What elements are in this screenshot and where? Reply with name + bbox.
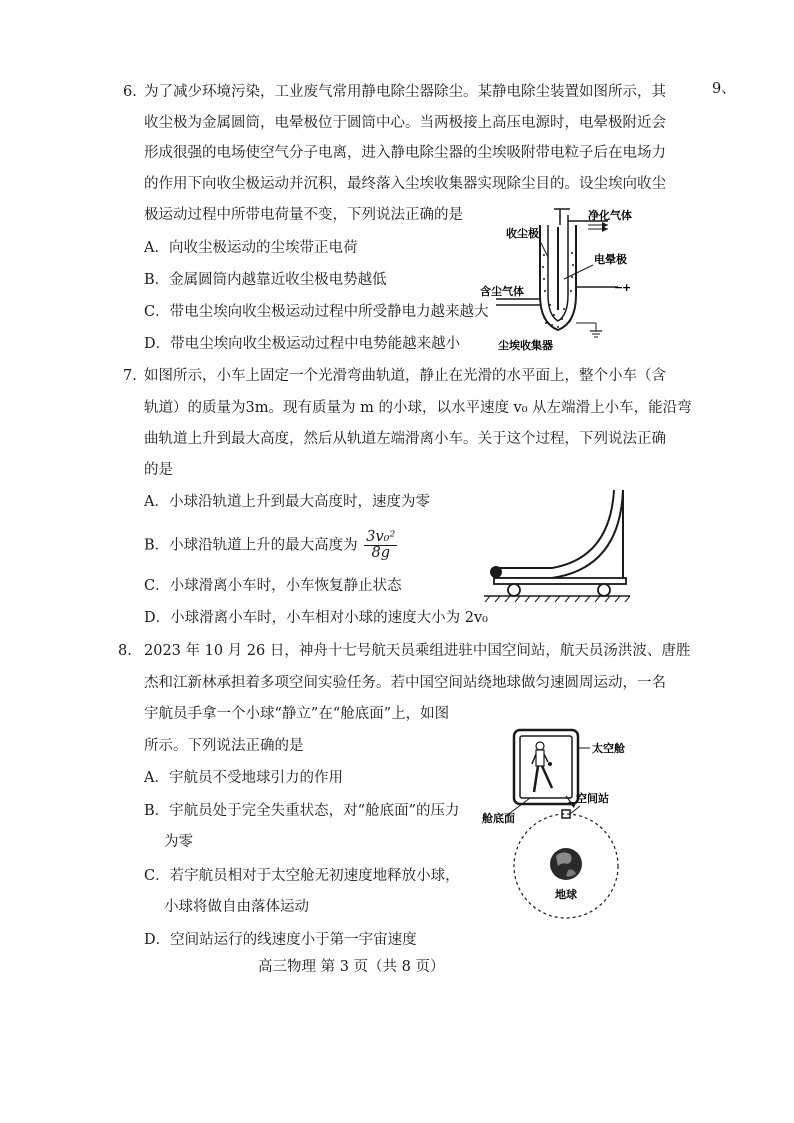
- option-d: D．空间站运行的线速度小于第一宇宙速度: [144, 932, 417, 948]
- label-station: 空间站: [576, 792, 609, 805]
- label-dusty-gas: 含尘气体: [480, 285, 524, 298]
- option-b: B．金属圆筒内越靠近收尘极电势越低: [144, 272, 387, 288]
- question-text-line: 2023 年 10 月 26 日，神舟十七号航天员乘组进驻中国空间站，航天员汤洪波、唐胜: [144, 643, 691, 659]
- option-d: D．带电尘埃向收尘极运动过程中电势能越来越小: [144, 336, 461, 352]
- label-corona: 电晕极: [594, 253, 627, 266]
- earth-icon: [550, 848, 582, 880]
- label-minus: −: [614, 281, 624, 294]
- fraction-numerator: 3v₀²: [366, 529, 396, 545]
- label-earth: 地球: [555, 888, 577, 901]
- option-c: C．小球滑离小车时，小车恢复静止状态: [144, 578, 402, 594]
- question-text-line: 形成很强的电场使空气分子电离，进入静电除尘器的尘埃吸附带电粒子后在电场力: [144, 145, 666, 161]
- question-text-line: 轨道）的质量为3m。现有质量为 m 的小球，以水平速度 v₀ 从左端滑上小车，能沿弯: [144, 400, 692, 416]
- page-footer: 高三物理 第 3 页（共 8 页）: [258, 959, 445, 975]
- label-collector: 收尘极: [506, 227, 539, 240]
- height-fraction: [364, 530, 397, 561]
- label-plus: +: [622, 281, 632, 294]
- label-cabin: 太空舱: [592, 742, 625, 755]
- space-station-figure: [478, 726, 654, 924]
- side-page-number: 9、: [712, 81, 736, 97]
- question-text-line: 宇航员手拿一个小球“静立”在“舱底面”上，如图: [144, 706, 450, 722]
- question-text-line: 为了减少环境污染，工业废气常用静电除尘器除尘。某静电除尘装置如图所示，其: [144, 84, 666, 100]
- fraction-denominator: 8g: [371, 545, 391, 561]
- cart-track-figure: [482, 486, 632, 604]
- question-text-line: 所示。下列说法正确的是: [144, 738, 304, 754]
- option-d: D．小球滑离小车时，小车相对小球的速度大小为 2v₀: [144, 610, 488, 626]
- electrostatic-precipitator-figure: [478, 205, 650, 355]
- option-c: C．带电尘埃向收尘极运动过程中所受静电力越来越大: [144, 304, 489, 320]
- option-b: B．宇航员处于完全失重状态，对“舱底面”的压力: [144, 803, 460, 819]
- question-text-line: 杰和江新林承担着多项空间实验任务。若中国空间站绕地球做匀速圆周运动，一名: [144, 675, 666, 691]
- option-a: A．向收尘极运动的尘埃带正电荷: [144, 240, 358, 256]
- option-b-text: B．小球沿轨道上升的最大高度为: [144, 537, 358, 554]
- option-c-continued: 小球将做自由落体运动: [164, 899, 309, 915]
- question-number: 8.: [118, 643, 132, 659]
- question-number: 6.: [123, 84, 137, 100]
- question-text-line: 的作用下向收尘极运动并沉积，最终落入尘埃收集器实现除尘目的。设尘埃向收尘: [144, 176, 666, 192]
- question-text-line: 如图所示，小车上固定一个光滑弯曲轨道，静止在光滑的水平面上，整个小车（含: [144, 368, 666, 384]
- question-text-line: 曲轨道上升到最大高度，然后从轨道左端滑离小车。关于这个过程，下列说法正确: [144, 431, 666, 447]
- option-c: C．若宇航员相对于太空舱无初速度地释放小球，: [144, 868, 460, 884]
- question-text-line: 的是: [144, 462, 173, 478]
- question-number: 7.: [123, 368, 137, 384]
- label-floor: 舱底面: [482, 812, 515, 825]
- question-text-line: 收尘极为金属圆筒，电晕极位于圆筒中心。当两极接上高压电源时，电晕极附近会: [144, 115, 666, 131]
- option-b: [144, 530, 397, 561]
- option-a: A．宇航员不受地球引力的作用: [144, 770, 343, 786]
- label-clean-gas: 净化气体: [588, 209, 632, 222]
- question-text-line: 极运动过程中所带电荷量不变，下列说法正确的是: [144, 207, 463, 223]
- label-dust-box: 尘埃收集器: [498, 339, 553, 352]
- option-b-continued: 为零: [164, 834, 193, 850]
- option-a: A．小球沿轨道上升到最大高度时，速度为零: [144, 494, 430, 510]
